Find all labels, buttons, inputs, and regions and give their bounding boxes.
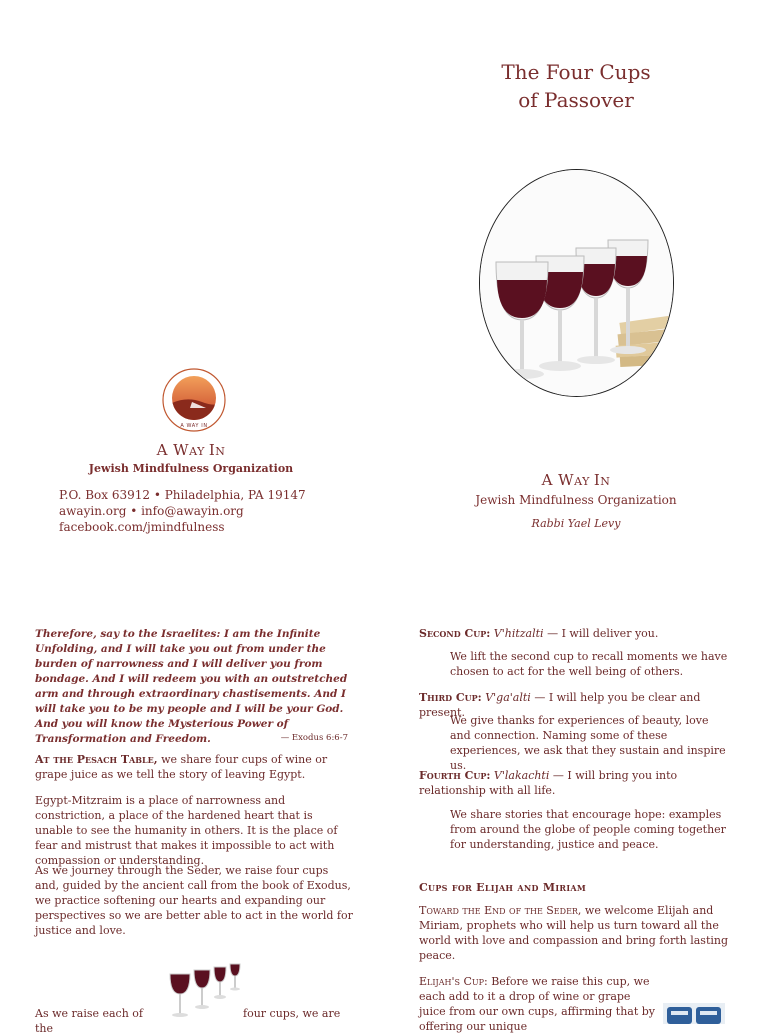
matzah-icon [616,315,673,367]
wine-glass-icon [230,964,240,991]
wine-glasses-illustration [480,170,673,396]
contact-info [59,487,306,535]
cover-org-name: A WAY IN [541,471,611,489]
paragraph-end-of-seder: Toward the End of the Seder, we welcome Elijah and Miriam, prophets who will help us turn toward all the world with love and compassion and bring forth lasting peace. [419,904,729,962]
wine-glass-icon [170,974,190,1017]
third-cup-body: We give thanks for experiences of beauty, love and connection. Naming some of these experiences, we ask that they sustain and inspire us. [450,714,726,772]
paragraph-egypt-mitzraim: Egypt-Mitzraim is a place of narrowness and constriction, a place of the hardened heart that is unable to see the humanity in others. It is the place of fear and mistrust that makes it impossible to act with compassion or understanding. [35,794,338,867]
cups-thumbnail-icon [663,1003,725,1024]
contact-facebook: facebook.com/jmindfulness [59,520,225,534]
cover-title-line2: of Passover [518,88,634,112]
a-way-in-logo [162,368,226,432]
fourth-cup-heading: Fourth Cup: V'lakachti — I will bring you into relationship with all life. [419,769,678,797]
exodus-quote: Therefore, say to the Israelites: I am the Infinite Unfolding, and I will take you out from under the burden of narrowness and I will deliver you from bondage. And I will redeem you with an outstretched arm and through extraordinary chastisements. And I will take you to be my people and I will be your God. And you will know the Mysterious Power of Transformation and Freedom. [35,628,348,745]
fourth-cup-body: We share stories that encourage hope: examples from around the globe of people coming together for understanding, justice and peace. [450,808,726,851]
four-glasses-image [168,962,244,1020]
paragraph-raise-cups-end: four cups, we are [243,1007,341,1020]
paragraph-journey: As we journey through the Seder, we raise four cups and, guided by the ancient call from the book of Exodus, we practice softening our hearts and expanding our perspectives so we are better able to act in the world for justice and love. [35,864,353,937]
cover-title [440,58,712,114]
section-heading-elijah-miriam: Cups for Elijah and Miriam [419,881,587,894]
logo-icon [162,368,226,432]
paragraph-pesach-table: At the Pesach Table, we share four cups of wine or grape juice as we tell the story of leaving Egypt. [35,753,328,781]
second-cup-body: We lift the second cup to recall moments we have chosen to act for the well being of others. [450,650,728,678]
svg-text:A WAY IN: A WAY IN [180,423,208,429]
paragraph-lead: At the Pesach Table, [35,753,158,766]
cups-thumbnail-image [663,1003,725,1024]
cover-org-subtitle: Jewish Mindfulness Organization [475,493,677,507]
back-org-name: A WAY IN [156,441,226,459]
cover-title-line1: The Four Cups [501,60,651,84]
back-org-subtitle: Jewish Mindfulness Organization [88,462,294,475]
wine-glass-icon [214,967,226,999]
contact-web-email: awayin.org • info@awayin.org [59,504,244,518]
cover-rabbi: Rabbi Yael Levy [531,517,621,530]
wine-glasses-photo [479,169,674,397]
paragraph-raise-cups-start: As we raise each of the [35,1007,143,1035]
four-glasses-icon [168,962,244,1020]
third-cup-heading: Third Cup: V'ga'alti — I will help you be clear and present. [419,691,701,719]
exodus-quote-reference: — Exodus 6:6-7 [280,733,348,743]
second-cup-heading: Second Cup: V'hitzalti — I will deliver you. [419,627,659,640]
wine-glass-icon [194,970,210,1009]
paragraph-elijahs-cup: Elijah's Cup: Before we raise this cup, we each add to it a drop of wine or grape juice from our own cups, affirming that by offering our unique [419,975,656,1033]
contact-address: P.O. Box 63912 • Philadelphia, PA 19147 [59,488,306,502]
